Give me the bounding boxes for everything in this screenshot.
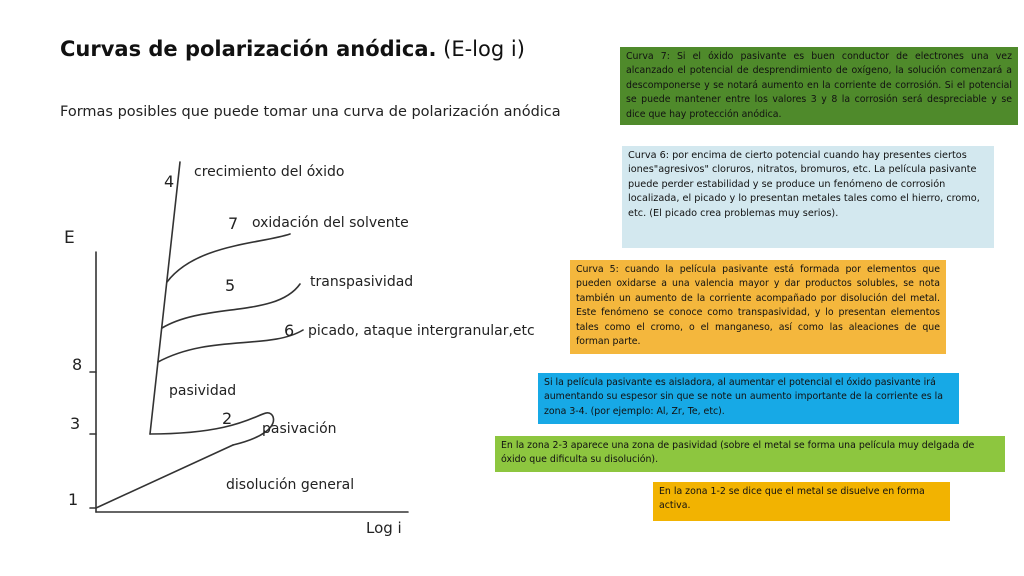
point-label-6: 6 <box>284 321 295 340</box>
label-picado: picado, ataque intergranular,etc <box>308 323 535 339</box>
label-pasividad: pasividad <box>169 383 237 399</box>
tick-label-8: 8 <box>72 355 83 374</box>
label-oxidacion-solvente: oxidación del solvente <box>252 215 409 231</box>
point-label-4: 4 <box>164 172 175 191</box>
curve-6 <box>158 330 303 362</box>
label-transpasividad: transpasividad <box>310 274 414 290</box>
polarization-diagram <box>38 152 558 552</box>
note-zona-1-2: En la zona 1-2 se dice que el metal se disuelve en forma activa. <box>653 482 950 521</box>
slide-subtitle: Formas posibles que puede tomar una curva de polarización anódica <box>60 104 561 120</box>
point-label-2: 2 <box>222 409 233 428</box>
note-zona-3-4: Si la película pasivante es aisladora, al aumentar el potencial el óxido pasivante irá aumentando su espesor sin que se note un aumento importante de la corriente es la zona 3-4. (por ejemplo: Al, Zr, Te, etc). <box>538 373 959 424</box>
curve-7 <box>167 234 290 282</box>
label-pasivacion: pasivación <box>262 421 337 437</box>
axis-label-e: E <box>64 228 75 248</box>
slide-title: Curvas de polarización anódica. (E-log i) <box>60 37 525 61</box>
tick-label-3: 3 <box>70 414 81 433</box>
note-zona-2-3: En la zona 2-3 aparece una zona de pasividad (sobre el metal se forma una película muy delgada de óxido que dificulta su disolución). <box>495 436 1005 472</box>
note-curva-6: Curva 6: por encima de cierto potencial cuando hay presentes ciertos iones"agresivos" cloruros, nitratos, bromuros, etc. La película pasivante puede perder estabilidad y se produce un fenómeno de corrosión localizada, el picado y lo presentan metales tales como el hierro, cromo, etc. (El picado crea problemas muy serios). <box>622 146 994 248</box>
label-crecimiento-oxido: crecimiento del óxido <box>194 164 345 180</box>
label-disolucion-general: disolución general <box>226 477 355 493</box>
note-curva-5: Curva 5: cuando la película pasivante está formada por elementos que pueden oxidarse a una valencia mayor y dar productos solubles, se nota también un aumento de la corriente acompañado por disolución del metal. Este fenómeno se conoce como transpasividad, y lo presentan elementos tales como el cromo, o el manganeso, así como las aleaciones de que forman parte. <box>570 260 946 354</box>
note-curva-7: Curva 7: Si el óxido pasivante es buen conductor de electrones una vez alcanzado el potencial de desprendimiento de oxígeno, la solución comenzará a descomponerse y se notará aumento en la corriente de corrosión. Si el potencial se puede mantener entre los valores 3 y 8 la corrosión será despreciable y se dice que hay protección anódica. <box>620 47 1018 125</box>
tick-label-1: 1 <box>68 490 79 509</box>
curve-active-dissolution <box>96 445 233 508</box>
axis-label-log-i: Log i <box>366 519 402 537</box>
curve-passivation-nose <box>150 409 274 445</box>
point-label-7: 7 <box>228 214 239 233</box>
point-label-5: 5 <box>225 276 236 295</box>
